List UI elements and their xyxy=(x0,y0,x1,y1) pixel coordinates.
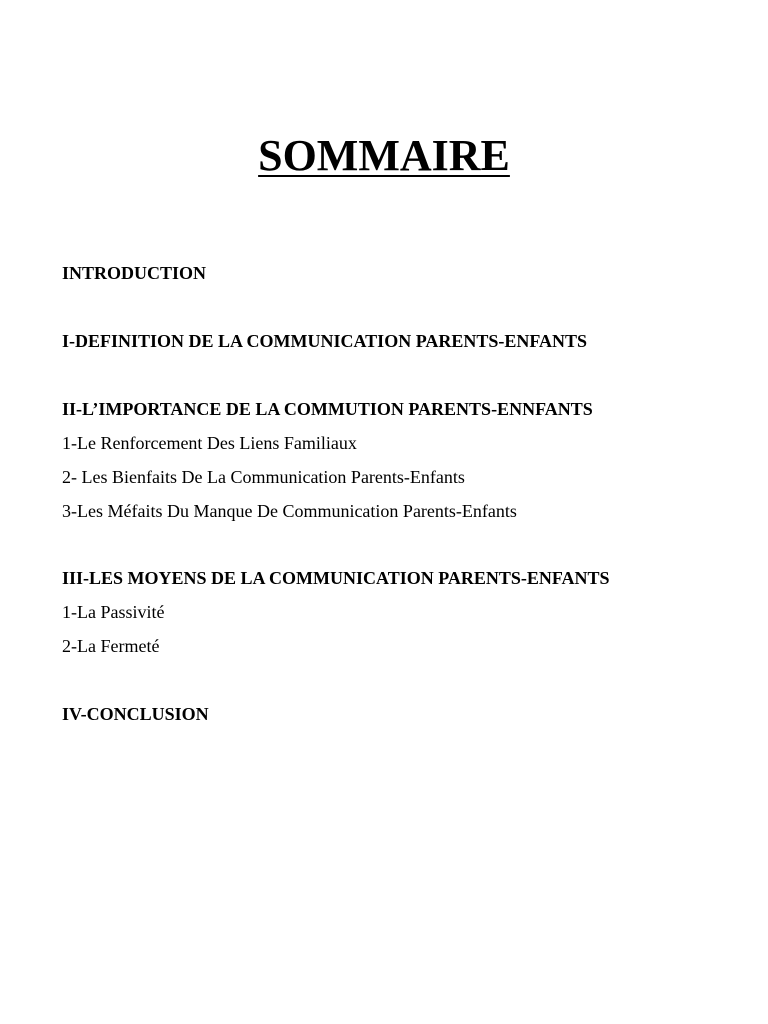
toc-entry-conclusion: IV-CONCLUSION xyxy=(62,704,209,724)
toc-entry-section-2: II-L’IMPORTANCE DE LA COMMUTION PARENTS-ENNFANTS xyxy=(62,399,593,419)
toc-entry-section-2-item-3: 3-Les Méfaits Du Manque De Communication Parents-Enfants xyxy=(62,501,517,521)
toc-entry-section-1: I-DEFINITION DE LA COMMUNICATION PARENTS-ENFANTS xyxy=(62,331,588,351)
toc-entry-section-2-item-2: 2- Les Bienfaits De La Communication Parents-Enfants xyxy=(62,467,465,487)
toc-entry-section-3-item-1: 1-La Passivité xyxy=(62,602,165,622)
toc-entry-section-2-item-1: 1-Le Renforcement Des Liens Familiaux xyxy=(62,433,357,453)
page-title xyxy=(0,128,768,184)
page-title-text: SOMMAIRE xyxy=(258,131,510,180)
toc-entry-introduction: INTRODUCTION xyxy=(62,263,207,283)
toc-entry-section-3-item-2: 2-La Fermeté xyxy=(62,636,160,656)
toc-entry-section-3: III-LES MOYENS DE LA COMMUNICATION PARENTS-ENFANTS xyxy=(62,568,610,588)
